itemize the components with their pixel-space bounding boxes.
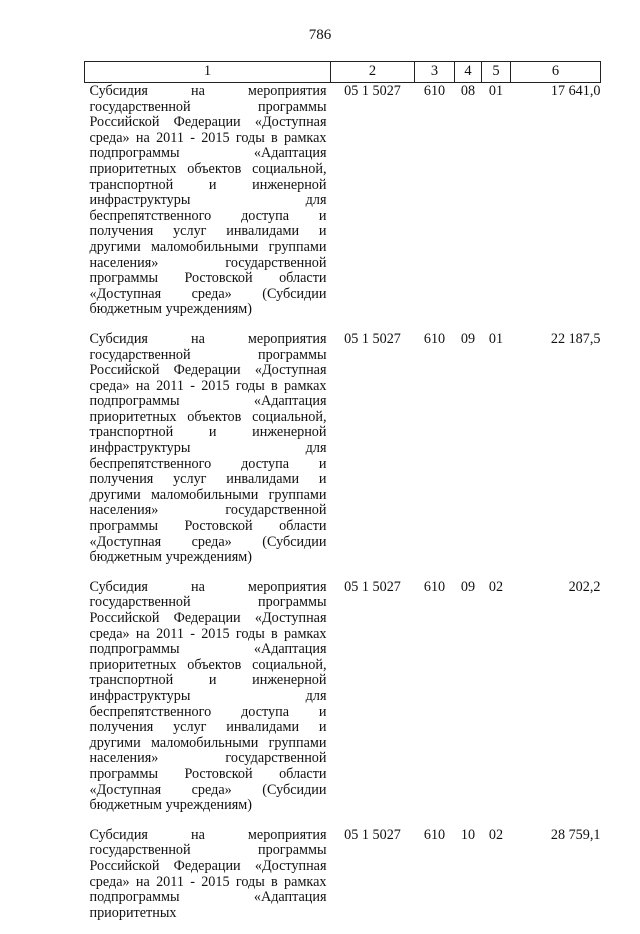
- row-amount: 22 187,5: [550, 330, 601, 347]
- row-section: 09: [460, 330, 476, 347]
- row-subsection: 01: [488, 330, 504, 347]
- row-target-article: 05 1 5027: [344, 826, 401, 843]
- row-amount: 202,2: [568, 578, 601, 595]
- table-row: [85, 827, 601, 934]
- row-section: 08: [460, 83, 476, 99]
- row-amount: 28 759,1: [550, 826, 601, 843]
- row-expense-type: 610: [423, 578, 446, 595]
- row-description: Субсидия на мероприятия государственной программы Российской Федерации «Доступная среда» на 2011 - 2015 годы в рамках подпрограммы «Адаптация приоритетных объектов социальной, транспортной и инженерной инфраструктуры для беспрепятственного доступа и получения услуг инвалидами и другими маломобильными группами населения» государственной программы Ростовской области «Доступная среда» (Субсидии бюджетным учреждениям): [89, 83, 327, 318]
- column-header-3: 3: [415, 62, 455, 83]
- column-header-4: 4: [455, 62, 482, 83]
- column-header-1: 1: [85, 62, 331, 83]
- row-section: 10: [460, 826, 476, 843]
- row-description: Субсидия на мероприятия государственной программы Российской Федерации «Доступная среда» на 2011 - 2015 годы в рамках подпрограммы «Адаптация приоритетных объектов социальной, транспортной и инженерной инфраструктуры для беспрепятственного доступа и получения услуг инвалидами и другими маломобильными группами населения» государственной программы Ростовской области «Доступная среда» (Субсидии бюджетным учреждениям): [89, 578, 327, 814]
- row-target-article: 05 1 5027: [344, 330, 401, 347]
- row-expense-type: 610: [423, 83, 446, 99]
- row-target-article: 05 1 5027: [344, 83, 401, 99]
- row-expense-type: 610: [423, 330, 446, 347]
- row-description: Субсидия на мероприятия государственной программы Российской Федерации «Доступная среда» на 2011 - 2015 годы в рамках подпрограммы «Адаптация приоритетных: [89, 826, 327, 921]
- row-amount: 17 641,0: [550, 83, 601, 99]
- budget-table: [84, 61, 601, 934]
- table-row: [85, 579, 601, 827]
- row-description: Субсидия на мероприятия государственной программы Российской Федерации «Доступная среда» на 2011 - 2015 годы в рамках подпрограммы «Адаптация приоритетных объектов социальной, транспортной и инженерной инфраструктуры для беспрепятственного доступа и получения услуг инвалидами и другими маломобильными группами населения» государственной программы Ростовской области «Доступная среда» (Субсидии бюджетным учреждениям): [89, 330, 327, 566]
- column-header-5: 5: [482, 62, 511, 83]
- row-expense-type: 610: [423, 826, 446, 843]
- row-subsection: 01: [488, 83, 504, 99]
- table-row: [85, 331, 601, 579]
- column-header-6: 6: [511, 62, 601, 83]
- row-subsection: 02: [488, 578, 504, 595]
- row-section: 09: [460, 578, 476, 595]
- row-target-article: 05 1 5027: [344, 578, 401, 595]
- row-subsection: 02: [488, 826, 504, 843]
- page-number: 786: [308, 27, 332, 43]
- column-header-2: 2: [331, 62, 415, 83]
- table-header-row: [85, 62, 601, 83]
- table-row: [85, 83, 601, 331]
